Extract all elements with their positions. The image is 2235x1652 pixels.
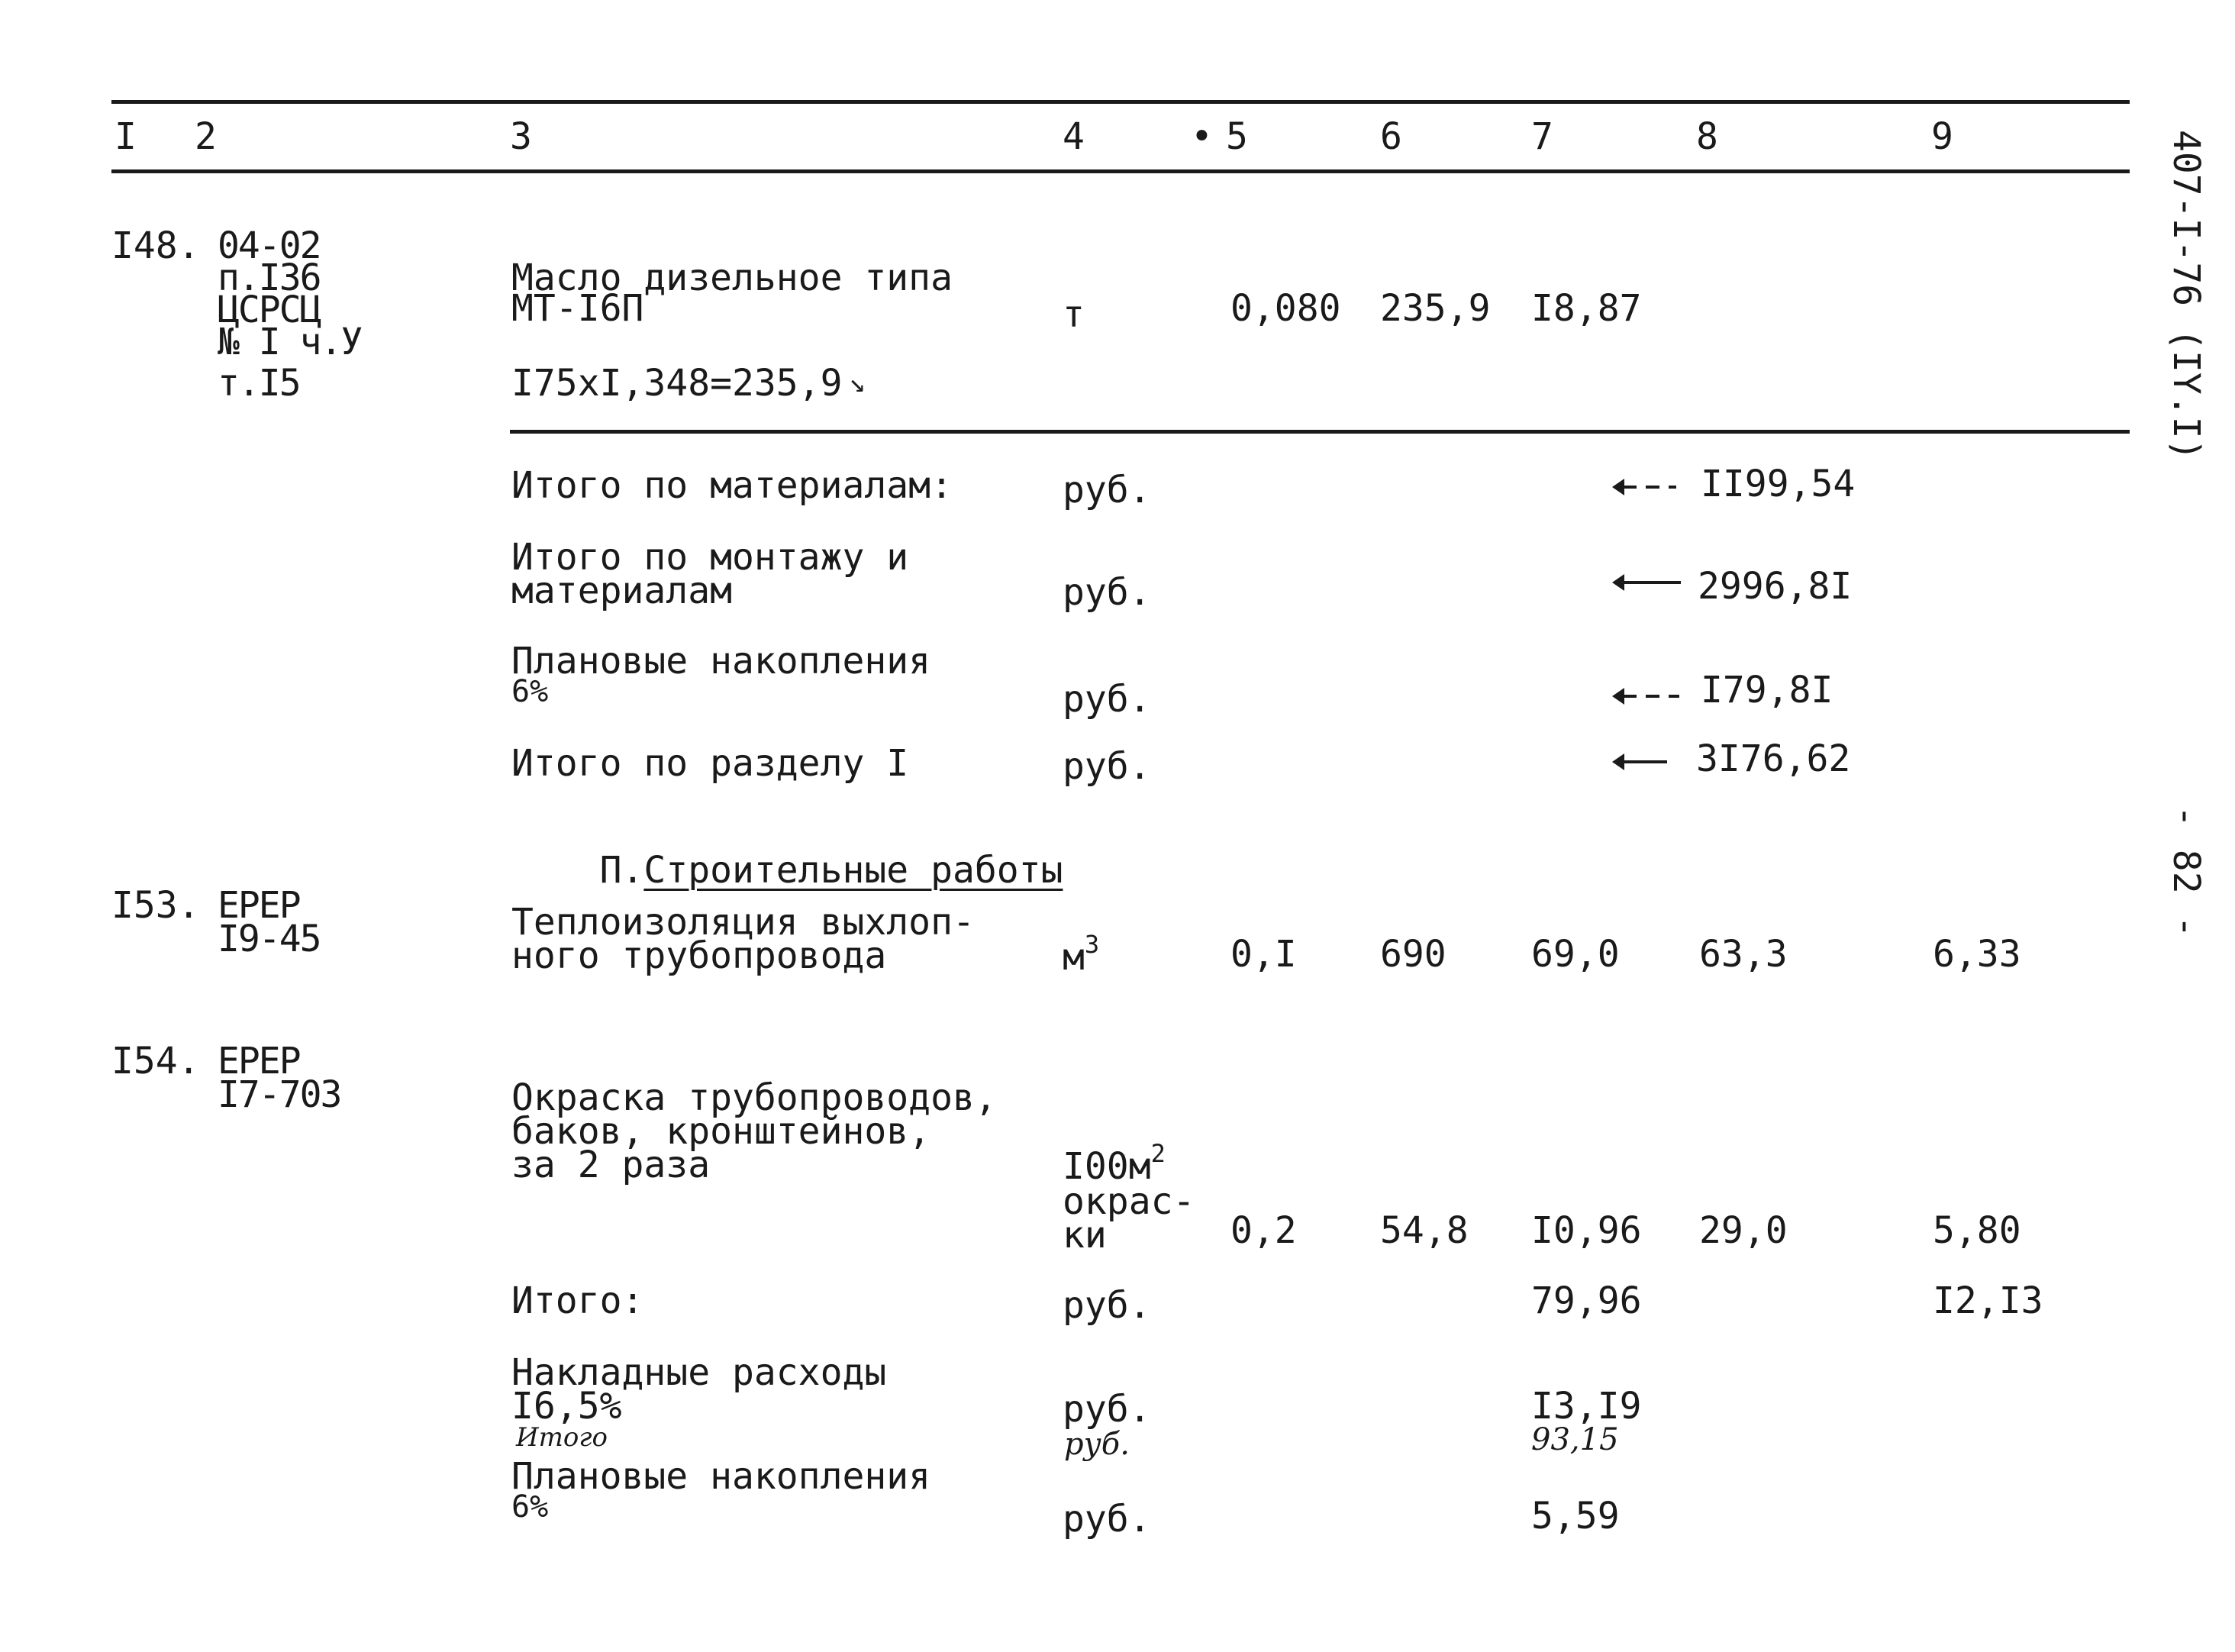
col-header-6: 6 [1380,115,1402,158]
col-header-2: 2 [195,115,217,158]
handwritten-label: Итого [516,1422,608,1453]
unit-cell: руб. [1063,1388,1151,1431]
col-header-8: 8 [1696,115,1718,158]
arrow-icon [1623,486,1676,489]
item-name: за 2 раза [511,1144,711,1186]
summary-label: I6,5% [511,1385,622,1428]
col-header-9: 9 [1931,115,1953,158]
total-cell: 5,59 [1531,1495,1620,1537]
total-cell: I3,I9 [1531,1385,1642,1428]
quantity-cell: 0,I [1230,933,1297,976]
unit-cell: $I00м^2$ [1063,1139,1166,1188]
summary-label: Накладные расходы [511,1351,887,1394]
unit-cell: руб. [1063,745,1151,788]
unit-cell: $м^3$ [1063,930,1100,979]
price-cell: 235,9 [1380,287,1491,330]
page-number-label: - 82 - [2165,805,2208,938]
total-cell: I8,87 [1531,287,1642,330]
col-header-7: 7 [1531,115,1553,158]
summary-label: Итого: [511,1279,644,1322]
summary-label: Итого по разделу I [511,742,909,785]
reference-line: ЕРЕР [218,1040,300,1083]
item-name: баков, кронштейнов, [511,1110,931,1153]
unit-cell: руб. [1063,469,1151,511]
col-header-1: I [114,115,137,158]
section-title: Строительные работы [643,849,1063,892]
reference-line: I9-45 [218,918,321,960]
item-name: ного трубопровода [511,934,887,977]
document-code-label: 407-I-76 (IY.I) [2165,130,2208,461]
summary-value: 2996,8I [1698,565,1853,608]
entry-number: I48. [111,224,200,267]
quantity-cell: 0,080 [1230,287,1341,330]
reference-line: № I ч.У [218,321,362,363]
handwritten-unit: руб. [1064,1427,1130,1462]
summary-value: II99,54 [1701,463,1856,505]
col9-cell: I2,I3 [1933,1279,2043,1322]
entry-number: I53. [111,884,200,927]
summary-label: Итого по монтажу и [511,536,909,579]
reference-line: п.I36 [218,257,321,299]
section-divider-rule [510,430,2130,434]
header-bottom-rule [111,169,2130,173]
col9-cell: 5,80 [1933,1209,2021,1252]
col-header-5: 5 [1226,115,1248,158]
unit-cell: руб. [1063,678,1151,721]
total-cell: I0,96 [1531,1209,1642,1252]
arrow-icon [1623,695,1679,698]
summary-label: Плановые накопления [511,640,931,682]
calculation-line: I75xI,348=235,9 [511,362,843,405]
summary-label: 6% [511,1489,549,1525]
reference-line: 04-02 [218,224,321,267]
reference-line: ЦСРСЦ [218,289,321,331]
col-header-3: 3 [510,115,532,158]
reference-line: ЕРЕР [218,884,300,927]
price-cell: 690 [1380,933,1446,976]
col-header-4: 4 [1063,115,1085,158]
unit-cell: руб. [1063,571,1151,614]
col-header-bullet: • [1191,115,1213,158]
item-name: Масло дизельное типа [511,257,953,299]
unit-cell: руб. [1063,1284,1151,1327]
entry-number: I54. [111,1040,200,1083]
item-name: МТ-I6П [511,287,644,330]
summary-label: 6% [511,674,549,709]
section-prefix: П. [599,849,644,892]
handwritten-total: 93,15 [1531,1422,1619,1457]
summary-label: материалам [511,569,732,612]
col8-cell: 29,0 [1699,1209,1788,1252]
price-cell: 54,8 [1380,1209,1469,1252]
total-cell: 69,0 [1531,933,1620,976]
arrow-icon [1623,760,1667,763]
reference-line: I7-703 [218,1073,341,1116]
quantity-cell: 0,2 [1230,1209,1297,1252]
unit-cell: ки [1063,1214,1107,1257]
unit-cell: руб. [1063,1498,1151,1541]
item-name: Окраска трубопроводов, [511,1076,997,1119]
summary-value: I79,8I [1701,669,1833,711]
summary-value: 3I76,62 [1696,737,1851,780]
col8-cell: 63,3 [1699,933,1788,976]
reference-line: т.I5 [218,362,300,405]
tick-mark: ↘ [849,367,866,398]
total-cell: 79,96 [1531,1279,1642,1322]
top-rule [111,100,2130,104]
item-name: Теплоизоляция выхлоп- [511,901,975,944]
col9-cell: 6,33 [1933,933,2021,976]
arrow-icon [1623,581,1681,584]
unit-cell: т [1063,293,1085,336]
summary-label: Итого по материалам: [511,464,953,507]
summary-label: Плановые накопления [511,1455,931,1498]
unit-cell: окрас- [1063,1180,1195,1223]
